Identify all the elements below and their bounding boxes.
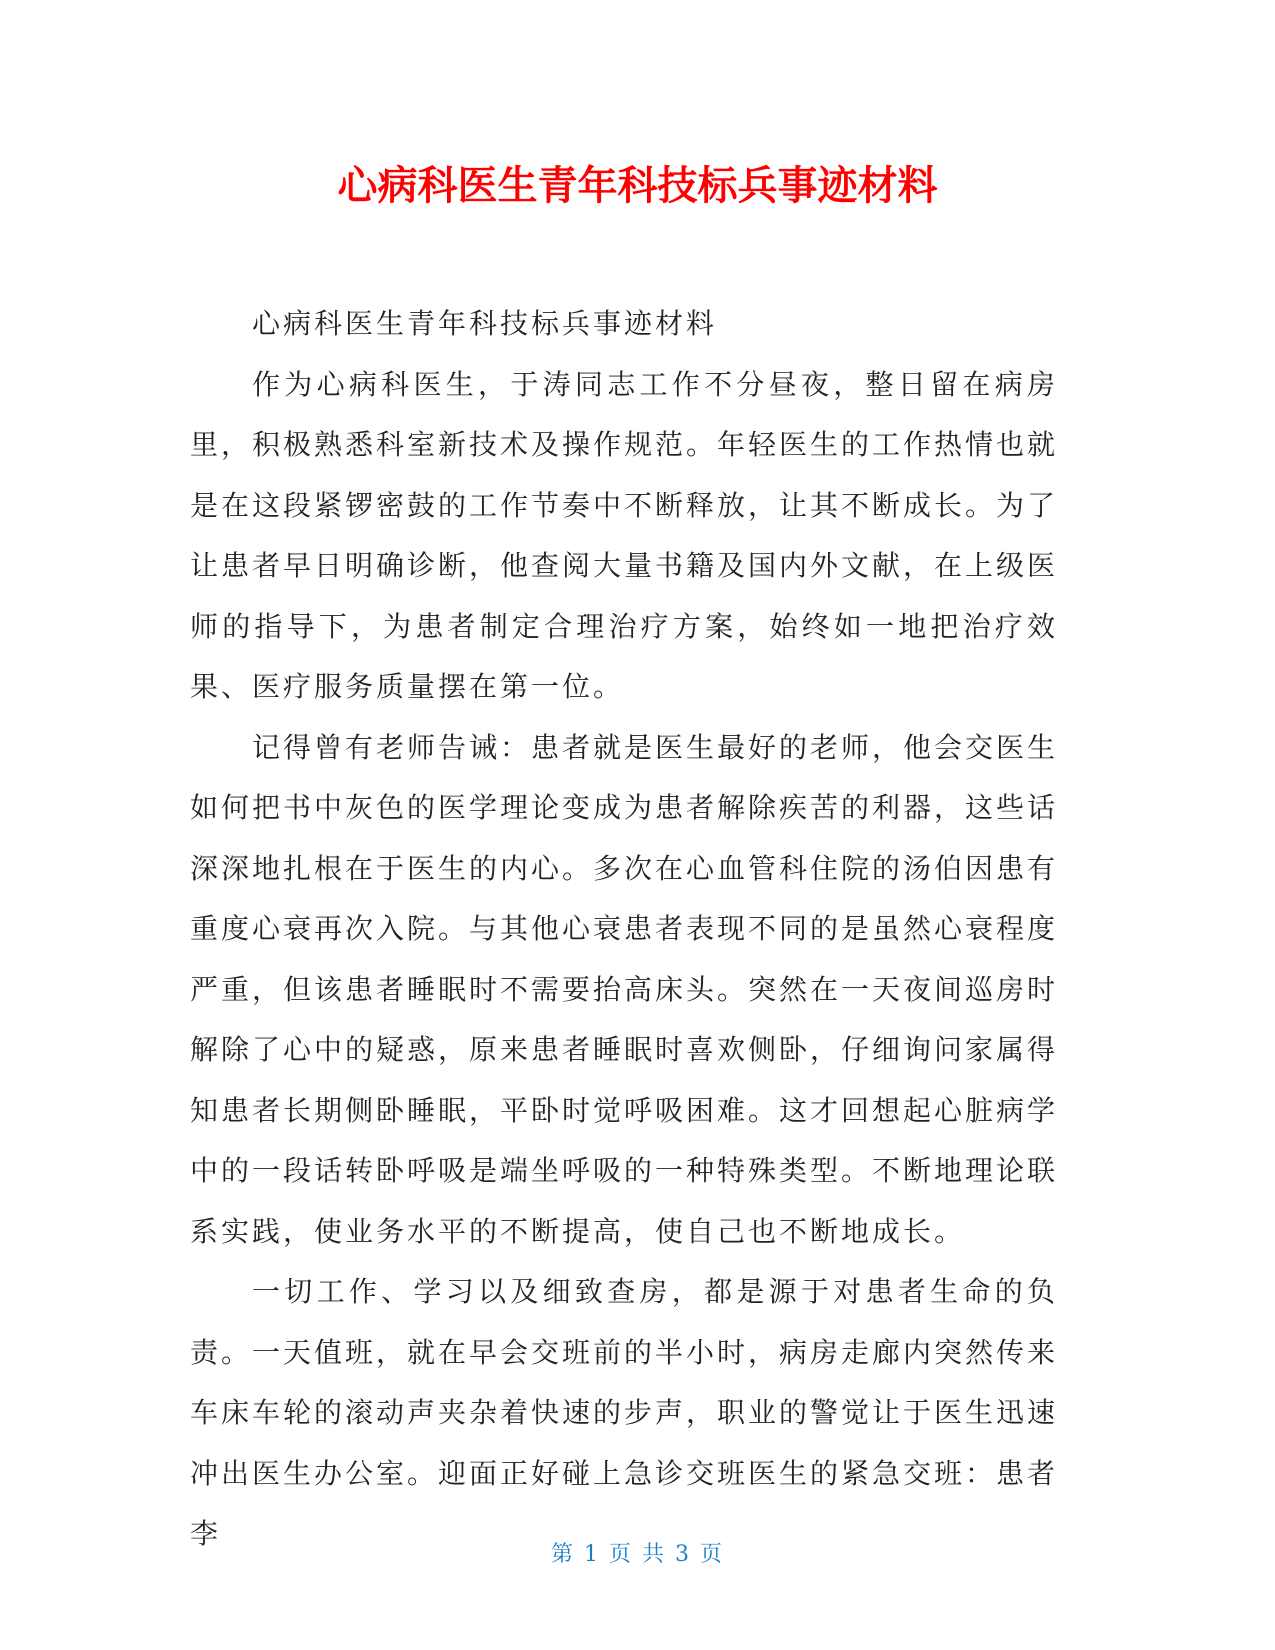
document-body <box>190 294 1058 1565</box>
paragraph-2: 记得曾有老师告诫：患者就是医生最好的老师，他会交医生如何把书中灰色的医学理论变成为患者解除疾苦的利器，这些话深深地扎根在于医生的内心。多次在心血管科住院的汤伯因患有重度心衰再次入院。与其他心衰患者表现不同的是虽然心衰程度严重，但该患者睡眠时不需要抬高床头。突然在一天夜间巡房时解除了心中的疑惑，原来患者睡眠时喜欢侧卧，仔细询问家属得知患者长期侧卧睡眠，平卧时觉呼吸困难。这才回想起心脏病学中的一段话转卧呼吸是端坐呼吸的一种特殊类型。不断地理论联系实践，使业务水平的不断提高，使自己也不断地成长。 <box>190 730 1059 1248</box>
page-number-footer: 第 1 页 共 3 页 <box>551 1542 724 1567</box>
document-title: 心病科医生青年科技标兵事迹材料 <box>337 163 938 209</box>
paragraph-1: 作为心病科医生，于涛同志工作不分昼夜，整日留在病房里，积极熟悉科室新技术及操作规范。年轻医生的工作热情也就是在这段紧锣密鼓的工作节奏中不断释放，让其不断成长。为了让患者早日明确诊断，他查阅大量书籍及国内外文献，在上级医师的指导下，为患者制定合理治疗方案，始终如一地把治疗效果、医疗服务质量摆在第一位。 <box>190 367 1059 703</box>
paragraph-subtitle: 心病科医生青年科技标兵事迹材料 <box>252 307 718 340</box>
paragraph-3: 一切工作、学习以及细致查房，都是源于对患者生命的负责。一天值班，就在早会交班前的半小时，病房走廊内突然传来车床车轮的滚动声夹杂着快速的步声，职业的警觉让于医生迅速冲出医生办公室。迎面正好碰上急诊交班医生的紧急交班：患者李 <box>190 1275 1059 1550</box>
